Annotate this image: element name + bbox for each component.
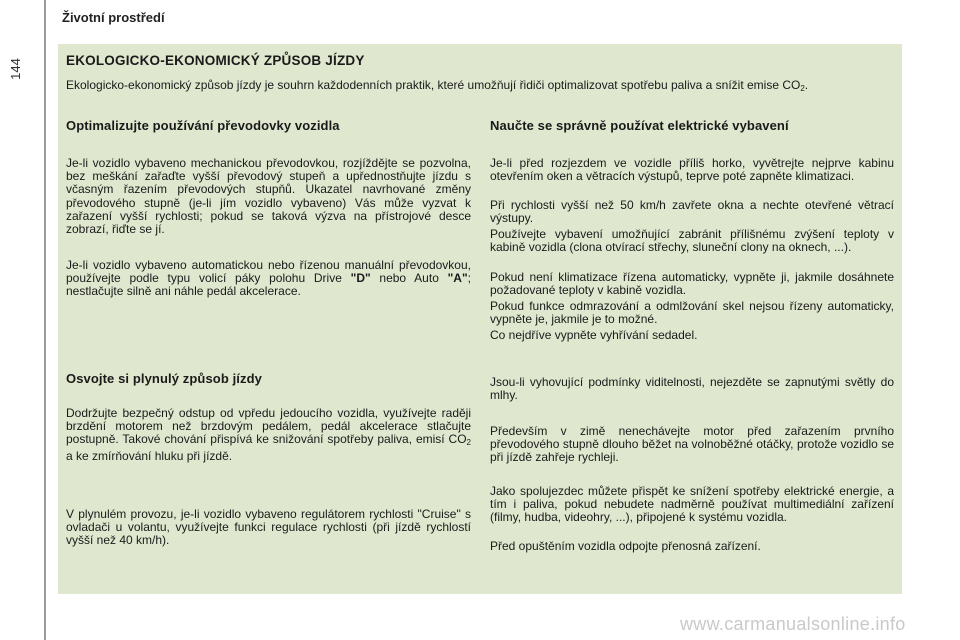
gear-paragraph-2 <box>66 259 471 299</box>
intro-text: Ekologicko-ekonomický způsob jízdy je souhrn každodenních praktik, které umožňují řidiči optimalizovat spotřebu paliva a snížit emise CO <box>66 78 801 92</box>
electric-heading: Naučte se správně používat elektrické vybavení <box>490 118 789 133</box>
smooth-p1-a: Dodržujte bezpečný odstup od vpředu jedoucího vozidla, využívejte raději brzdění motorem než brzdovým pedálem, pedál akcelerace stlačujte postupně. Takové chování přispívá ke snižování spotřeby paliva, emisí CO <box>66 406 471 447</box>
smooth-paragraph-2: V plynulém provozu, je-li vozidlo vybaveno regulátorem rychlosti "Cruise" s ovladači u volantu, využívejte funkci regulace rychlosti (při jízdě rychlostí vyšší než 40 km/h). <box>66 507 471 548</box>
electric-paragraph-4: Pokud není klimatizace řízena automaticky, vypněte ji, jakmile dosáhnete požadované teploty v kabině vozidla. <box>490 270 894 298</box>
smooth-paragraph-1 <box>66 407 471 463</box>
electric-paragraph-9: Jako spolujezdec můžete přispět ke snížení spotřeby elektrické energie, a tím i paliva, pokud nebudete nadměrně používat multimediální zařízení (filmy, hudba, videohry, ...), připojené k systému vozidla. <box>490 484 894 525</box>
gear-p2-auto: "A" <box>447 271 468 286</box>
gear-heading: Optimalizujte používání převodovky vozidla <box>66 118 340 133</box>
main-title: EKOLOGICKO-EKONOMICKÝ ZPŮSOB JÍZDY <box>66 53 365 68</box>
electric-paragraph-10: Před opuštěním vozidla odpojte přenosná zařízení. <box>490 539 761 553</box>
smooth-p1-b: a ke zmírňování hluku při jízdě. <box>66 448 233 463</box>
electric-paragraph-1: Je-li před rozjezdem ve vozidle příliš horko, vyvětrejte nejprve kabinu otevřením oken a větracích výstupů, teprve poté zapněte klimatizaci. <box>490 156 894 184</box>
electric-paragraph-5: Pokud funkce odmrazování a odmlžování skel nejsou řízeny automaticky, vypněte je, jakmile je to možné. <box>490 299 894 327</box>
watermark: www.carmanualsonline.info <box>680 614 906 634</box>
electric-paragraph-8: Především v zimě nenechávejte motor před zařazením prvního převodového stupně dlouho běžet na volnoběžné otáčky, protože vozidlo se při jízdě zahřeje rychleji. <box>490 424 894 465</box>
page-number: 144 <box>8 58 23 80</box>
intro-end: . <box>804 78 809 92</box>
side-bar <box>44 0 46 640</box>
section-title: Životní prostředí <box>62 10 165 25</box>
electric-paragraph-6: Co nejdříve vypněte vyhřívání sedadel. <box>490 328 698 342</box>
smooth-p1-subscript: 2 <box>466 438 471 448</box>
electric-paragraph-2: Při rychlosti vyšší než 50 km/h zavřete okna a nechte otevřené větrací výstupy. <box>490 198 894 226</box>
smooth-heading: Osvojte si plynulý způsob jízdy <box>66 371 262 386</box>
gear-p2-b: nebo Auto <box>370 271 448 286</box>
gear-paragraph-1: Je-li vozidlo vybaveno mechanickou převodovkou, rozjíždějte se pozvolna, bez meškání zařaďte vyšší převodový stupeň a upřednostňujte jízdu s včasným řazením převodových stupňů. Ukazatel navrhované změny převodového stupně (je-li jím vozidlo vybaveno) Vás může vyzvat k zařazení vyšší rychlosti; pokud se taková výzva na přístrojové desce zobrazí, řiďte se jí. <box>66 156 471 237</box>
electric-paragraph-3: Používejte vybavení umožňující zabránit přílišnému zvýšení teploty v kabině vozidla (clona otvírací střechy, sluneční clony na oknech, ...). <box>490 227 894 255</box>
intro-subscript: 2 <box>800 84 805 93</box>
gear-p2-drive: "D" <box>350 271 371 286</box>
gear-p2-a: Je-li vozidlo vybaveno automatickou nebo řízenou manuální převodovkou, používejte podle typu volicí páky polohu Drive <box>66 258 471 286</box>
intro-paragraph <box>66 79 896 96</box>
electric-paragraph-7: Jsou-li vyhovující podmínky viditelnosti, nejezděte se zapnutými světly do mlhy. <box>490 375 894 403</box>
gear-p2-c: ; nestlačujte silně ani náhle pedál akcelerace. <box>66 271 471 299</box>
